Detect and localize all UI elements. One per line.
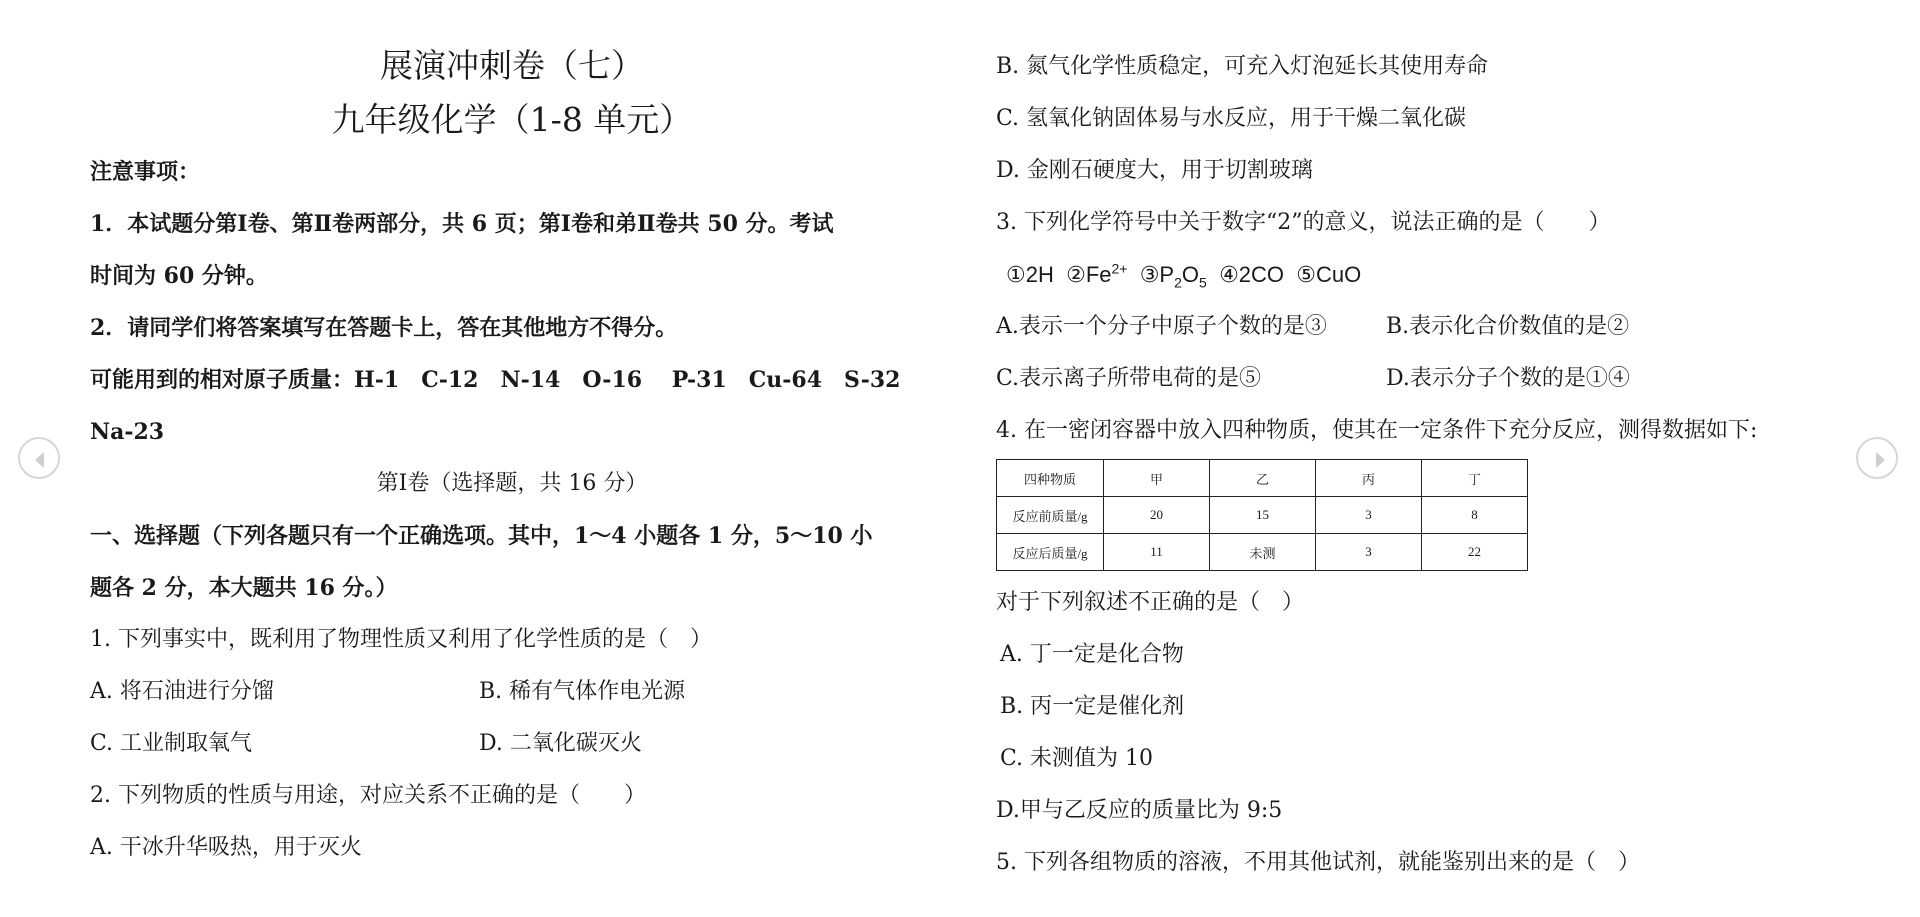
table-cell: 丙 (1316, 460, 1422, 497)
atomic-mass-line-2: Na-23 (90, 419, 165, 445)
question-3-option-b: B.表示化合价数值的是② (1386, 314, 1630, 339)
question-4-option-c: C. 未测值为 10 (1000, 746, 1154, 771)
table-cell: 15 (1210, 497, 1316, 534)
right-page (962, 0, 1862, 917)
table-row (997, 497, 1528, 534)
table-cell: 20 (1104, 497, 1210, 534)
question-3: 3. 下列化学符号中关于数字“2”的意义，说法正确的是（ ） (996, 210, 1611, 235)
part-1-instructions-line-1: 一、选择题（下列各题只有一个正确选项。其中，1～4 小题各 1 分，5～10 小 (90, 523, 873, 549)
next-page-button[interactable] (1856, 437, 1898, 479)
chevron-right-icon (1858, 439, 1900, 481)
chevron-left-icon (20, 439, 62, 481)
question-2-option-a: A. 干冰升华吸热，用于灭火 (90, 835, 362, 860)
question-4-stem: 对于下列叙述不正确的是（ ） (996, 590, 1305, 615)
question-2-option-d: D. 金刚石硬度大，用于切割玻璃 (996, 158, 1313, 183)
question-4-option-d: D.甲与乙反应的质量比为 9:5 (996, 798, 1283, 823)
question-5: 5. 下列各组物质的溶液，不用其他试剂，就能鉴别出来的是（ ） (996, 850, 1640, 875)
table-cell: 3 (1316, 497, 1422, 534)
table-cell: 反应前质量/g (997, 497, 1104, 534)
atomic-mass-line-1: 可能用到的相对原子质量：H-1 C-12 N-14 O-16 P-31 Cu-64 S-32 (90, 367, 901, 393)
table-row (997, 534, 1528, 571)
question-1: 1. 下列事实中，既利用了物理性质又利用了化学性质的是（ ） (90, 627, 712, 652)
question-2-option-c: C. 氢氧化钠固体易与水反应，用于干燥二氧化碳 (996, 106, 1467, 131)
symbol-5: ⑤CuO (1296, 262, 1362, 287)
section-title: 第Ⅰ卷（选择题，共 16 分） (376, 471, 648, 496)
table-cell: 未测 (1210, 534, 1316, 571)
question-3-symbols (1006, 260, 1361, 290)
symbol-2: $②Fe^{2+}$ (1066, 260, 1128, 287)
question-2: 2. 下列物质的性质与用途，对应关系不正确的是（ ） (90, 783, 646, 808)
table-cell: 四种物质 (997, 460, 1104, 497)
symbol-4: ④2CO (1219, 262, 1285, 287)
table-cell: 反应后质量/g (997, 534, 1104, 571)
note-1-line-2: 时间为 60 分钟。 (90, 263, 268, 289)
question-4-option-a: A. 丁一定是化合物 (1000, 642, 1184, 667)
question-1-option-a: A. 将石油进行分馏 (90, 679, 274, 704)
question-3-option-a: A.表示一个分子中原子个数的是③ (996, 314, 1327, 339)
table-cell: 8 (1422, 497, 1528, 534)
note-2: 2．请同学们将答案填写在答题卡上，答在其他地方不得分。 (90, 315, 678, 341)
table-cell: 22 (1422, 534, 1528, 571)
exam-title: 展演冲刺卷（七） (380, 46, 644, 85)
left-page (62, 0, 962, 917)
question-1-option-c: C. 工业制取氧气 (90, 731, 253, 756)
table-cell: 11 (1104, 534, 1210, 571)
note-1-line-1: 1．本试题分第Ⅰ卷、第Ⅱ卷两部分，共 6 页；第Ⅰ卷和弟Ⅱ卷共 50 分。考试 (90, 211, 834, 237)
table-cell: 乙 (1210, 460, 1316, 497)
notes-heading: 注意事项： (90, 159, 201, 185)
question-4: 4. 在一密闭容器中放入四种物质，使其在一定条件下充分反应，测得数据如下: (996, 418, 1758, 443)
part-1-instructions-line-2: 题各 2 分，本大题共 16 分。） (90, 575, 398, 601)
table-cell: 丁 (1422, 460, 1528, 497)
table-cell: 甲 (1104, 460, 1210, 497)
symbol-1: ①2H (1006, 262, 1054, 287)
question-4-option-b: B. 丙一定是催化剂 (1000, 694, 1185, 719)
question-3-option-d: D.表示分子个数的是①④ (1386, 366, 1630, 391)
symbol-3: $③P_2O_5$ (1139, 262, 1207, 291)
exam-subtitle: 九年级化学（1-8 单元） (331, 100, 693, 139)
question-1-option-d: D. 二氧化碳灭火 (479, 731, 642, 756)
question-2-option-b: B. 氮气化学性质稳定，可充入灯泡延长其使用寿命 (996, 54, 1489, 79)
question-1-option-b: B. 稀有气体作电光源 (479, 679, 686, 704)
question-3-option-c: C.表示离子所带电荷的是⑤ (996, 366, 1262, 391)
table-cell: 3 (1316, 534, 1422, 571)
reaction-data-table (996, 459, 1528, 571)
table-header-row (997, 460, 1528, 497)
previous-page-button[interactable] (18, 437, 60, 479)
